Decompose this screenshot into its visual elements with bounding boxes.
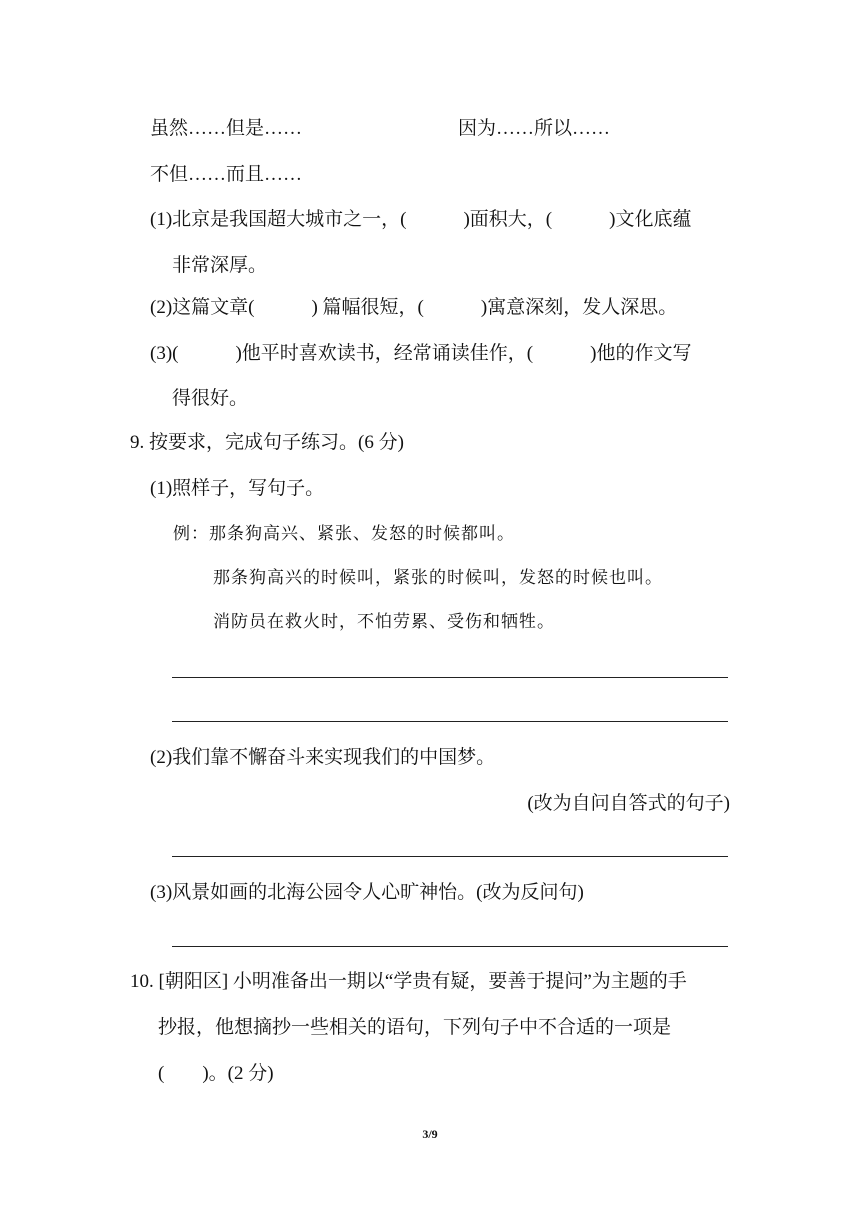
q9-example-line-1: 例：那条狗高兴、紧张、发怒的时候都叫。	[173, 524, 515, 544]
q9-part-1: (1)照样子，写句子。	[150, 478, 325, 499]
q8-sentence-3: (3)( )他平时喜欢读书，经常诵读佳作，( )他的作文写	[150, 343, 692, 364]
page-number: 3/9	[422, 1127, 438, 1141]
answer-line[interactable]	[172, 856, 728, 857]
q9-prompt-1: 消防员在救火时，不怕劳累、受伤和牺牲。	[213, 612, 555, 632]
question-10-line-3: ( )。(2 分)	[158, 1063, 274, 1084]
q9-part-2-instruction: (改为自问自答式的句子)	[527, 793, 730, 814]
q8-sentence-1: (1)北京是我国超大城市之一，( )面积大，( )文化底蕴	[150, 209, 692, 230]
q8-sentence-1-cont: 非常深厚。	[172, 255, 268, 276]
question-9-title: 9. 按要求，完成句子练习。(6 分)	[130, 432, 404, 453]
q9-part-2: (2)我们靠不懈奋斗来实现我们的中国梦。	[150, 747, 496, 768]
option-a: 虽然……但是……	[150, 118, 303, 139]
question-10-line-1: 10. [朝阳区] 小明准备出一期以“学贵有疑，要善于提问”为主题的手	[130, 971, 687, 992]
question-10-line-2: 抄报，他想摘抄一些相关的语句，下列句子中不合适的一项是	[158, 1017, 672, 1038]
answer-line[interactable]	[172, 677, 728, 678]
answer-line[interactable]	[172, 946, 728, 947]
option-b: 因为……所以……	[458, 118, 611, 139]
q9-example-line-2: 那条狗高兴的时候叫，紧张的时候叫，发怒的时候也叫。	[213, 568, 663, 588]
answer-line[interactable]	[172, 721, 728, 722]
q8-sentence-2: (2)这篇文章( ) 篇幅很短，( )寓意深刻，发人深思。	[150, 297, 678, 318]
q9-part-3: (3)风景如画的北海公园令人心旷神怡。(改为反问句)	[150, 882, 584, 903]
option-c: 不但……而且……	[150, 164, 303, 185]
q8-sentence-3-cont: 得很好。	[172, 388, 249, 409]
